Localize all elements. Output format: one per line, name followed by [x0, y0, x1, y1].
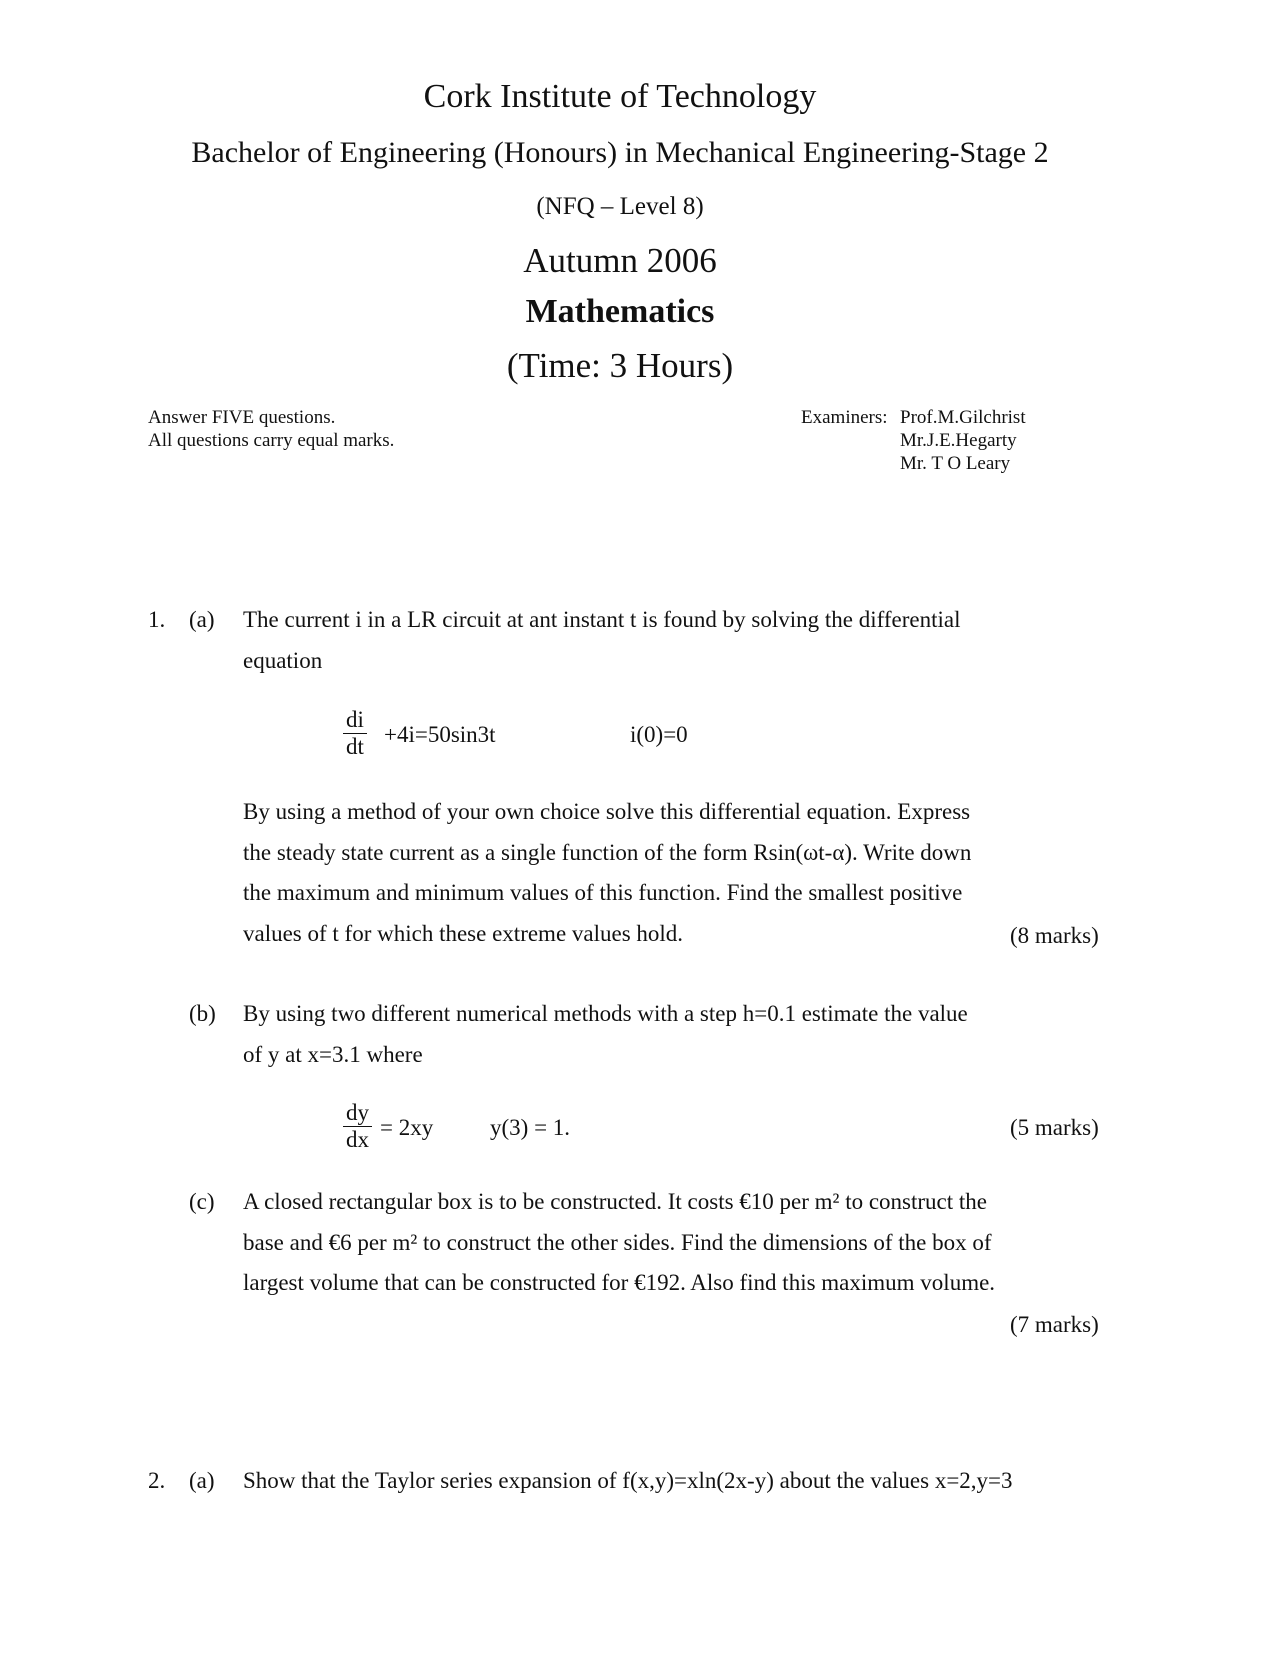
fraction-denominator: dx [346, 1127, 369, 1152]
text-line: values of t for which these extreme values hold. [243, 920, 684, 946]
exam-term: Autumn 2006 [523, 241, 717, 280]
subject-title: Mathematics [525, 293, 715, 330]
text-line: A closed rectangular box is to be constructed. It costs €10 per m² to construct the [243, 1189, 987, 1214]
institution-title: Cork Institute of Technology [423, 78, 817, 115]
part-label: (c) [189, 1189, 215, 1214]
fraction-denominator: dt [346, 734, 364, 759]
question-number: 1. [148, 607, 166, 632]
marks-label: (7 marks) [1010, 1312, 1099, 1337]
examiners-label: Examiners: [801, 407, 888, 428]
marks-label: (5 marks) [1010, 1115, 1099, 1140]
question-1b-intro [243, 994, 968, 1075]
text-line: the maximum and minimum values of this function. Find the smallest positive [243, 880, 963, 905]
question-number: 2. [148, 1468, 166, 1493]
examiner-name: Prof.M.Gilchrist [900, 407, 1026, 428]
text-line: By using two different numerical methods with a step h=0.1 estimate the value [243, 1001, 968, 1026]
fraction-numerator: di [343, 707, 367, 734]
instruction-line: All questions carry equal marks. [148, 430, 395, 451]
text-line: The current i in a LR circuit at ant instant t is found by solving the differential [243, 607, 961, 632]
question-1a-intro [243, 600, 961, 681]
derivative-fraction [343, 1100, 372, 1153]
text-line: largest volume that can be constructed for €192. Also find this maximum volume. [243, 1270, 996, 1295]
examiner-name: Mr. T O Leary [900, 453, 1011, 474]
derivative-fraction [343, 707, 367, 760]
nfq-level: (NFQ – Level 8) [536, 193, 704, 220]
instructions [148, 406, 394, 452]
initial-condition: i(0)=0 [630, 722, 688, 747]
equation-rhs: = 2xy [380, 1115, 434, 1140]
question-2a-text: Show that the Taylor series expansion of f(x,y)=xln(2x-y) about the values x=2,y=3 [243, 1468, 1013, 1493]
examiners-list [900, 406, 1026, 475]
part-label: (a) [189, 607, 215, 632]
part-label: (b) [189, 1001, 216, 1026]
question-1c-body [243, 1182, 995, 1304]
text-line: equation [243, 647, 323, 673]
text-line: base and €6 per m² to construct the other sides. Find the dimensions of the box of [243, 1229, 992, 1255]
exam-duration: (Time: 3 Hours) [506, 346, 734, 385]
equation-rhs: +4i=50sin3t [384, 722, 496, 747]
initial-condition: y(3) = 1. [490, 1115, 571, 1140]
marks-label: (8 marks) [1010, 923, 1099, 948]
part-label: (a) [189, 1468, 215, 1493]
instruction-line: Answer FIVE questions. [148, 407, 336, 428]
programme-title: Bachelor of Engineering (Honours) in Mechanical Engineering-Stage 2 [191, 136, 1049, 169]
examiner-name: Mr.J.E.Hegarty [900, 430, 1017, 451]
text-line: of y at x=3.1 where [243, 1041, 423, 1067]
fraction-numerator: dy [343, 1100, 372, 1127]
text-line: the steady state current as a single function of the form Rsin(ωt-α). Write down [243, 839, 972, 865]
text-line: By using a method of your own choice solve this differential equation. Express [243, 799, 971, 824]
question-1a-body [243, 792, 971, 954]
